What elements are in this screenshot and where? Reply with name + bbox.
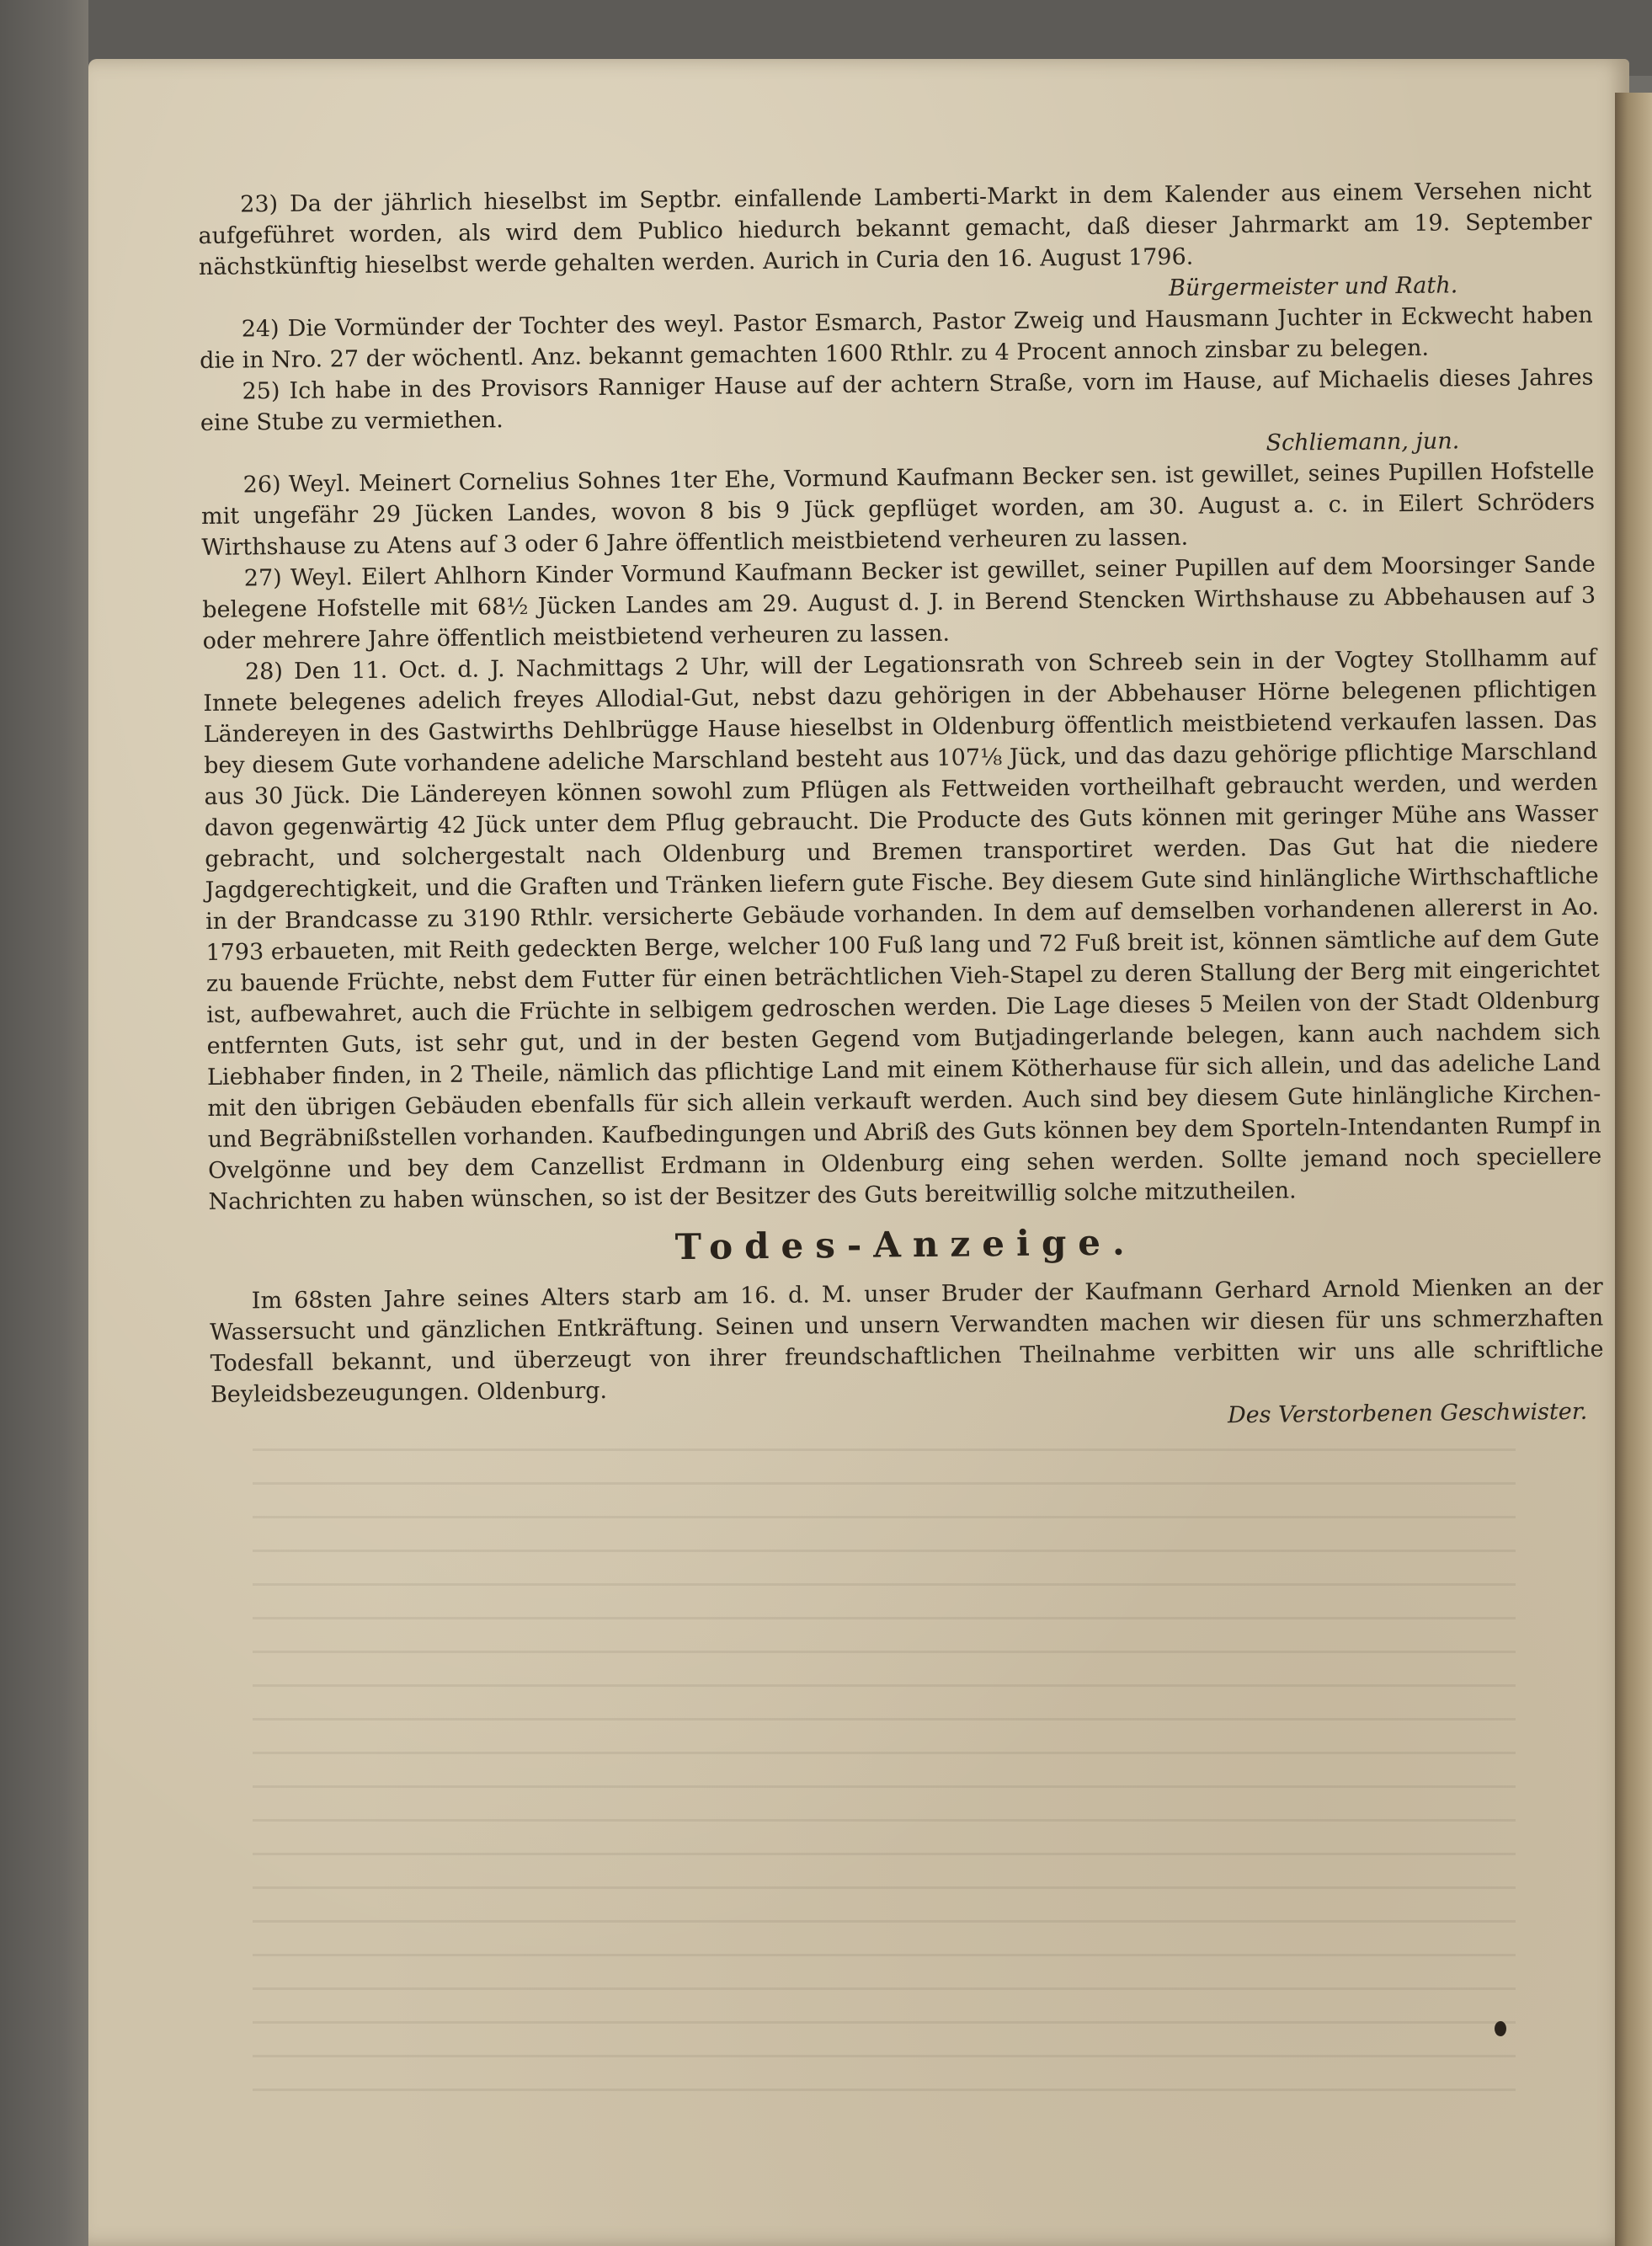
notice-25-signature: Schliemann, jun. xyxy=(1266,428,1460,456)
book-binding-edge xyxy=(1615,93,1652,2246)
notice-28-text: 28) Den 11. Oct. d. J. Nachmittags 2 Uhr, will der Legationsrath von Schreeb sein in der Vogtey Stollhamm auf Innete belegenes adelich freyes Allodial-Gut, nebst dazu gehörigen in der Abbehauser Hörne belegenen pflichtigen Ländereyen in des Gastwirths Dehlbrügge Hause hieselbst in Oldenburg öffentlich meistbietend verkaufen lassen. Das bey diesem Gute vorhandene adeliche Marschland besteht aus 107⅛ Jück, und das dazu gehörige pflichtige Marschland aus 30 Jück. Die Ländereyen können sowohl zum Pflügen als Fettweiden vortheilhaft gebraucht werden, und werden davon gegenwärtig 42 Jück unter dem Pflug gebraucht. Die Producte des Guts können mit geringer Mühe ans Wasser gebracht, und solchergestalt nach Oldenburg und Bremen transportiret werden. Das Gut hat die niedere Jagdgerechtigkeit, und die Graften und Tränken liefern gute Fische. Bey diesem Gute sind hinlängliche Wirthschaftliche in der Brandcasse zu 3190 Rthlr. versicherte Gebäude vorhanden. In dem auf demselben vorhandenen allererst in Ao. 1793 erbaueten, mit Reith gedeckten Berge, welcher 100 Fuß lang und 72 Fuß breit ist, können sämtliche auf dem Gute zu bauende Früchte, nebst dem Futter für einen beträchtlichen Vieh-Stapel zu deren Stallung der Berg mit eingerichtet ist, aufbewahret, auch die Früchte in selbigem gedroschen werden. Die Lage dieses 5 Meilen von der Stadt Oldenburg entfernten Guts, ist sehr gut, und in der besten Gegend vom Butjadingerlande belegen, kann auch nachdem sich Liebhaber finden, in 2 Theile, nämlich das pflichtige Land mit einem Kötherhause für sich allein, und das adeliche Land mit den übrigen Gebäuden ebenfalls für sich allein verkauft werden. Auch sind bey diesem Gute hinlängliche Kirchen- und Begräbnißstellen vorhanden. Kaufbedingungen und Abriß des Guts können bey dem Sporteln-Intendanten Rumpf in Ovelgönne und bey dem Canzellist Erdmann in Oldenburg eing sehen werden. Sollte jemand noch speciellere Nachrichten zu haben wünschen, so ist der Besitzer des Guts bereitwillig solche mitzutheilen. xyxy=(203,644,1602,1215)
page-content xyxy=(198,175,1604,1442)
notice-25-text: 25) Ich habe in des Provisors Ranniger Hause auf der achtern Straße, vorn im Hause, auf Michaelis dieses Jahres eine Stube zu vermiethen. xyxy=(200,364,1594,436)
notice-23-text: 23) Da der jährlich hieselbst im Septbr. einfallende Lamberti-Markt in dem Kalender aus einem Versehen nicht aufgeführet worden, als wird dem Publico hiedurch bekannt gemacht, daß dieser Jahrmarkt am 19. September nächstkünftig hieselbst werde gehalten werden. Aurich in Curia den 16. August 1796. xyxy=(198,177,1592,280)
death-notice-heading: Todes-Anzeige. xyxy=(674,1221,1137,1268)
death-notice-signature: Des Verstorbenen Geschwister. xyxy=(1227,1398,1588,1429)
notice-23-signature: Bürgermeister und Rath. xyxy=(1168,272,1458,301)
notice-27-text: 27) Weyl. Eilert Ahlhorn Kinder Vormund Kaufmann Becker ist gewillet, seiner Pupillen auf dem Moorsinger Sande belegene Hofstelle mit 68½ Jücken Landes am 29. August d. J. in Berend Stencken Wirthshause zu Abbehausen auf 3 oder mehrere Jahre öffentlich meistbietend verheuren zu lassen. xyxy=(202,551,1596,654)
ink-spot xyxy=(1495,2021,1506,2036)
bleed-through-ghost-text xyxy=(253,1448,1516,2122)
notice-24-text: 24) Die Vormünder der Tochter des weyl. Pastor Esmarch, Pastor Zweig und Hausmann Juchter in Eckwecht haben die in Nro. 27 der wöchentl. Anz. bekannt gemachten 1600 Rthlr. zu 4 Procent annoch zinsbar zu belegen. xyxy=(199,301,1593,374)
scan-background-left xyxy=(0,0,88,2246)
death-notice-text: Im 68sten Jahre seines Alters starb am 16. d. M. unser Bruder der Kaufmann Gerhard Arnold Mienken an der Wassersucht und gänzlichen Entkräftung. Seinen und unsern Verwandten machen wir diesen für uns schmerzhaften Todesfall bekannt, und überzeugt von ihrer freundschaftlichen Theilnahme verbitten wir uns alle schriftliche Beyleidsbezeugungen. Oldenburg. xyxy=(210,1273,1604,1408)
notice-26-text: 26) Weyl. Meinert Cornelius Sohnes 1ter Ehe, Vormund Kaufmann Becker sen. ist gewillet, seines Pupillen Hofstelle mit ungefähr 29 Jücken Landes, wovon 8 bis 9 Jück gepflüget worden, am 30. August a. c. in Eilert Schröders Wirthshause zu Atens auf 3 oder 6 Jahre öffentlich meistbietend verheuren zu lassen. xyxy=(200,457,1596,561)
